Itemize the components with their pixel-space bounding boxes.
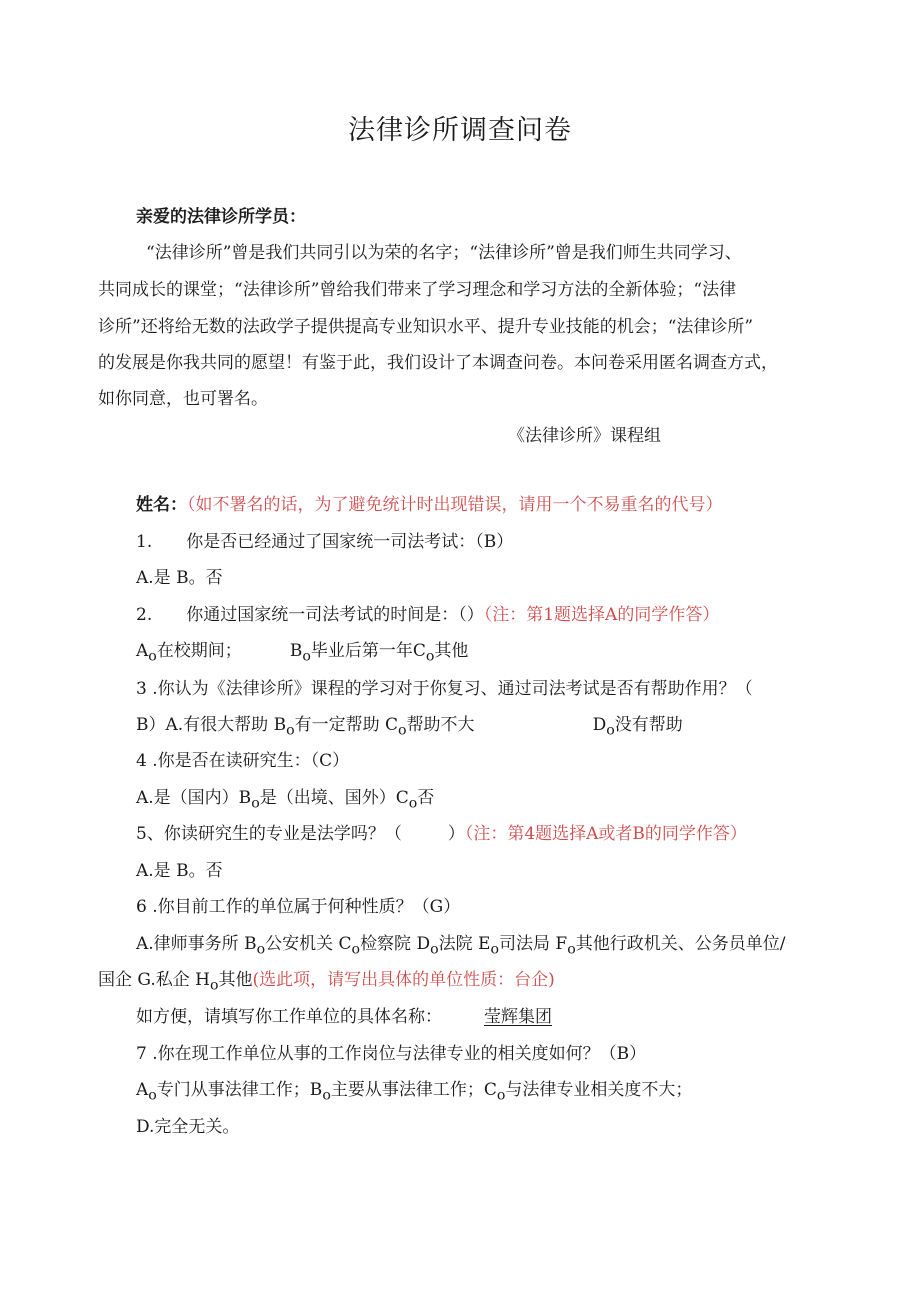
question-7-options-line-1[interactable] [136,1077,692,1108]
intro-line-2: 共同成长的课堂；“法律诊所”曾给我们带来了学习理念和学习方法的全新体验；“法律 [98,280,737,300]
sub-marker: o [496,1087,506,1104]
option-b-letter: B [289,641,303,661]
question-4-options[interactable] [136,785,434,816]
intro-line-4: 的发展是你我共同的愿望！有鉴于此，我们设计了本调查问卷。本问卷采用匿名调查方式， [98,353,778,373]
name-label: 姓名： [136,495,187,515]
q3-option-b: 有一定帮助 C [294,715,399,735]
question-2-number: 2. [136,605,153,625]
sub-marker: o [425,648,435,665]
sub-marker: o [302,648,311,665]
q7-option-c-text: 与法律专业相关度不大； [505,1080,693,1100]
q4-option-a: A.是（国内）B [136,788,252,808]
q6-option-f: 其他行政机关、公务员单位/ [575,934,786,954]
option-a-letter: A [136,641,149,661]
work-unit-field[interactable] [136,1004,552,1030]
sub-marker: o [490,941,499,958]
name-field[interactable] [136,492,723,518]
q6-option-d: 法院 E [438,934,491,954]
option-c-letter: C [412,641,426,661]
question-5-note: （注：第4题选择A或者B的同学作答） [464,824,747,844]
page-title: 法律诊所调查问卷 [348,115,572,146]
sub-marker: o [398,722,407,739]
question-3: 3 .你认为《法律诊所》课程的学习对于你复习、通过司法考试是否有帮助作用？（ [136,679,753,699]
q6-option-h: 其他 [218,970,253,990]
q4-option-b: 是（出境、国外）C [259,788,409,808]
q4-option-c: 否 [417,788,435,808]
sub-marker: o [606,722,615,739]
q6-option-c: 检察院 D [360,934,431,954]
sub-marker: o [567,941,576,958]
q6-option-h-note: (选此项，请写出具体的单位性质：台企) [252,970,555,990]
signature: 《法律诊所》课程组 [508,426,661,446]
question-7: 7 .你在现工作单位从事的工作岗位与法律专业的相关度如何？（B） [136,1044,647,1064]
question-6-options-line-1[interactable] [136,931,785,962]
question-3-options[interactable] [136,712,683,743]
intro-line-3: 诊所”还将给无数的法政学子提供提高专业知识水平、提升专业技能的机会；“法律诊所” [98,317,754,337]
sub-marker: o [351,941,361,958]
q7-option-c: 主要从事法律工作；C [330,1080,497,1100]
question-5 [136,821,747,847]
question-6-options-line-2[interactable] [98,967,555,998]
sub-marker: o [251,795,260,812]
q6-option-g: 国企 G.私企 H [98,970,211,990]
question-5-text: 5、你读研究生的专业是法学吗？（ [136,824,402,844]
q6-option-e: 司法局 F [499,934,568,954]
work-unit-value[interactable]: 莹辉集团 [484,1007,552,1027]
question-5-options[interactable]: A.是 B。否 [136,861,223,881]
question-2-text: 你通过国家统一司法考试的时间是：（） [186,605,484,625]
greeting: 亲爱的法律诊所学员： [136,207,306,227]
question-4: 4 .你是否在读研究生：（C） [136,751,350,771]
name-note: （如不署名的话，为了避免统计时出现错误，请用一个不易重名的代号） [187,495,723,515]
option-c-text: 其他 [434,641,469,661]
intro-line-5: 如你同意，也可署名。 [98,389,268,409]
question-1 [136,529,513,555]
option-b-text: 毕业后第一年 [310,641,413,661]
q3-option-c: 帮助不大 [406,715,475,735]
question-2-note: （注：第1题选择A的同学作答） [483,605,720,625]
sub-marker: o [256,941,266,958]
sub-marker: o [210,977,219,994]
q6-option-a: A.律师事务所 B [136,934,257,954]
sub-marker: o [148,1087,157,1104]
sub-marker: o [286,722,295,739]
q3-option-d-text: 没有帮助 [614,715,683,735]
intro-line-1: “法律诊所”曾是我们共同引以为荣的名字；“法律诊所”曾是我们师生共同学习、 [146,243,742,263]
question-1-text: 你是否已经通过了国家统一司法考试：（B） [186,532,514,552]
sub-marker: o [322,1087,331,1104]
question-2-options[interactable] [136,638,468,669]
question-1-number: 1. [136,532,153,552]
sub-marker: o [408,795,418,812]
q7-option-b: 专门从事法律工作；B [156,1080,323,1100]
q3-option-a: B）A.有很大帮助 B [136,715,287,735]
option-a-text: 在校期间； [156,641,242,661]
work-unit-label: 如方便，请填写你工作单位的具体名称： [136,1007,442,1027]
question-1-options[interactable]: A.是 B。否 [136,568,223,588]
q7-option-a: A [136,1080,149,1100]
question-6: 6 .你目前工作的单位属于何种性质？（G） [136,897,461,917]
question-2 [136,602,719,628]
q6-option-b: 公安机关 C [265,934,352,954]
sub-marker: o [430,941,439,958]
question-7-options-line-2[interactable]: D.完全无关。 [136,1117,240,1137]
sub-marker: o [148,648,157,665]
q3-option-d: D [592,715,607,735]
question-5-close: ） [447,824,465,844]
